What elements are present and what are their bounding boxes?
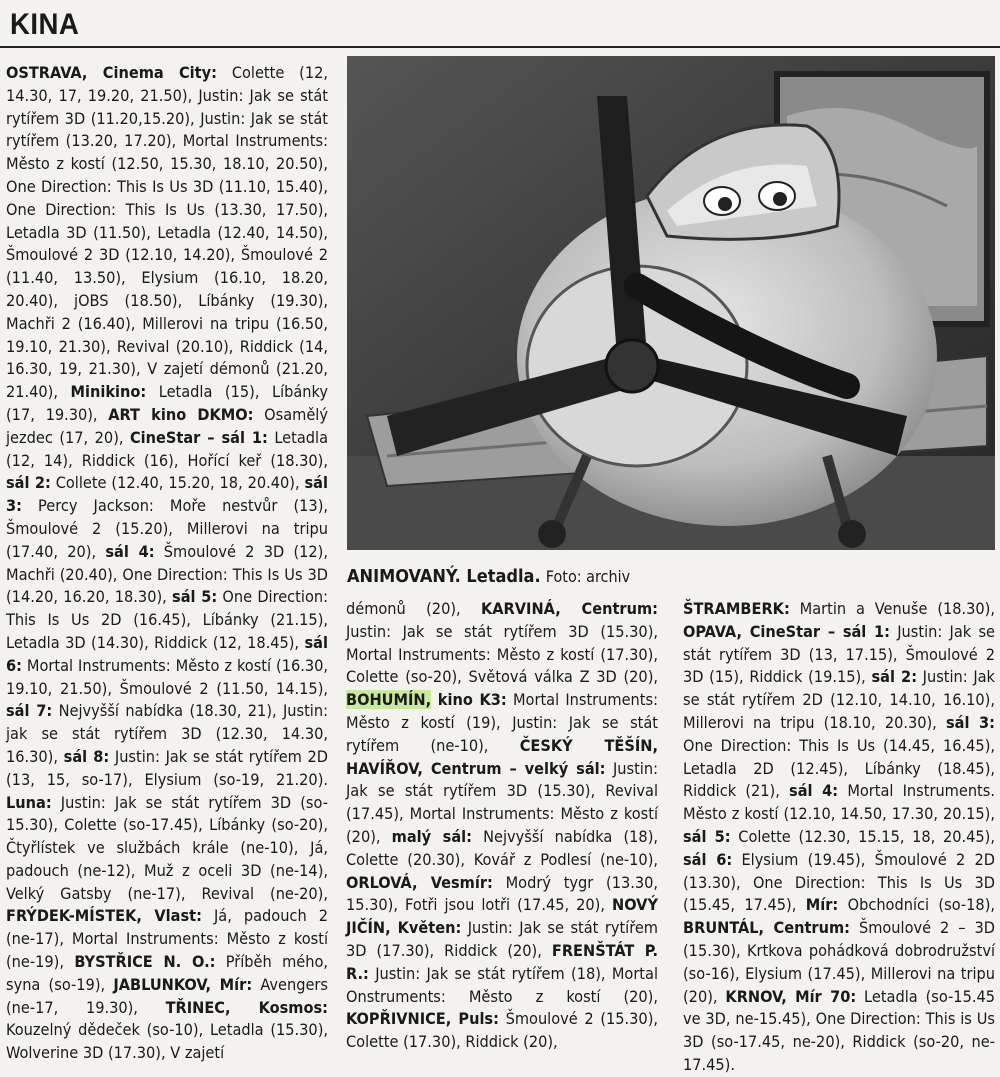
venue-name: OPAVA, CineStar – sál 1: [683,621,890,641]
showtimes-text: Letadla (15), Líbánky (17, 19.30), [6,382,328,424]
showtimes-text: Justin: Jak se stát rytířem (18), Mortal Onstruments: Město z kostí (20), [346,963,658,1006]
venue-name: OSTRAVA, Cinema City: [6,63,217,82]
venue-name: sál 6: [683,849,733,869]
venue-name: FRENŠTÁT P. R.: [346,940,659,983]
venue-name: sál 6: [6,632,328,675]
showtimes-text: Mortal Instruments: Město z kostí (16.30, 19.10, 21.50), Šmoulové 2 (11.50, 14.15), [6,655,328,698]
showtimes-text: Avengers (ne-17, 19.30), [6,974,328,1017]
venue-name: sál 4: [105,541,155,561]
venue-name: BYSTŘICE N. O.: [74,952,216,972]
venue-name: ČESKÝ TĚŠÍN, HAVÍŘOV, Centrum – velký sál: [346,735,658,778]
photo-planes-movie-still [347,56,995,550]
venue-name: Minikino: [70,382,147,402]
venue-name: FRÝDEK-MÍSTEK, Vlast: [6,906,202,926]
section-title: KINA [10,8,80,41]
venue-name: kino K3: [431,690,507,710]
showtimes-text: démonů (20), [346,599,481,618]
caption-credit: Foto: archiv [545,567,631,586]
showtimes-text: Nejvyšší nabídka (18), Colette (20.30), Kovář z Podlesí (ne-10), [346,826,658,869]
caption-title: ANIMOVANÝ. Letadla. [347,566,541,587]
venue-name: sál 2: [871,667,918,687]
showtimes-text: Percy Jackson: Moře nestvůr (13), Šmoulové 2 (15.20), Millerovi na tripu (17.40, 20), [6,496,328,561]
showtimes-text: Šmoulové 2 – 3D (15.30), Krtkova pohádková dobrodružství (so-16), Elysium (17.45), Millerovi na tripu (20), [683,918,995,1006]
venue-name: sál 3: [6,473,328,516]
showtimes-text: Mortal Instruments. Město z kostí (12.10, 14.50, 17.30, 20.15), [683,781,995,824]
venue-name: JABLUNKOV, Mír: [113,974,253,994]
showtimes-text: Elysium (19.45), Šmoulové 2 2D (13.30), One Direction: This Is Us 3D (15.45, 17.45), [683,849,995,915]
venue-name: BRUNTÁL, Centrum: [683,918,850,938]
showtimes-text: Justin: Jak se stát rytířem 3D (15.30), Revival (17.45), Mortal Instruments: Město z kostí (20), [346,758,658,846]
showtimes-text: Kouzelný dědeček (so-10), Letadla (15.30), Wolverine 3D (17.30), V zajetí [6,1020,328,1063]
showtimes-text: Letadla (so-15.45 ve 3D, ne-15.45), One Direction: This is Us 3D (so-17.45, ne-20), Riddick (so-20, ne-17.45). [683,986,995,1074]
showtimes-text: Mortal Instruments: Město z kostí (19), Justin: Jak se stát rytířem (ne-10), [346,690,658,755]
venue-name: KRNOV, Mír 70: [725,986,857,1006]
showtimes-text: Příběh mého, syna (so-19), [6,952,329,994]
showtimes-text: Osamělý jezdec (17, 20), [6,404,328,447]
venue-name: malý sál: [391,826,472,846]
showtimes-text: Justin: Jak se stát rytířem 3D (13, 17.15), Šmoulové 2 3D (15), Riddick (19.15), [683,621,996,687]
venue-name: BOHUMÍN, [346,690,432,710]
venue-name: KARVINÁ, Centrum: [480,599,658,618]
showtimes-text: One Direction: This Is Us 2D (16.45), Líbánky (21.15), Letadla 3D (14.30), Riddick (12, 18.45), [6,587,328,652]
showtimes-text: Justin: Jak se stát rytířem 2D (13, 15, so-17), Elysium (so-19, 21.20). [6,746,329,789]
venue-name: ORLOVÁ, Vesmír: [346,872,493,892]
showtimes-text: Justin: Jak se stát rytířem 3D (17.30), Riddick (20), [346,918,658,960]
showtimes-text: Justin: Jak se stát rytířem 3D (15.30), Mortal Instruments: Město z kostí (17.30), Colette (so-20), Světová válka Z 3D (20), [346,621,658,687]
venue-name: sál 4: [789,781,839,801]
venue-name: sál 7: [6,701,53,721]
venue-name: ART kino DKMO: [108,404,254,424]
showtimes-text: Šmoulové 2 3D (12), Machři (20.40), One Direction: This Is Us 3D (14.20, 16.20, 18.30), [6,541,328,607]
title-rule [0,46,1000,48]
showtimes-text: Nejvyšší nabídka (18.30, 21), Justin: jak se stát rytířem 3D (12.30, 14.30, 16.30), [6,701,328,766]
listings-column-3 [683,598,996,1074]
venue-name: sál 5: [683,826,731,846]
showtimes-text: Letadla (12, 14), Riddick (16), Hořící keř (18.30), [6,427,328,470]
airplane-illustration [347,56,995,550]
venue-name: sál 3: [945,712,995,732]
showtimes-text: Justin: Jak se stát rytířem 3D (so-15.30), Colette (so-17.45), Líbánky (so-20), Čtyřlístek ve službách krále (ne-10), Já, padouch (ne-12), Muž z oceli 3D (ne-14), Velký Gatsby (ne-17), Revival (ne-20), [6,792,328,903]
venue-name: sál 5: [172,587,218,607]
venue-name: sál 2: [6,473,51,493]
showtimes-text: Obchodníci (so-18), [838,895,995,915]
showtimes-text: Já, padouch 2 (ne-17), Mortal Instruments: Město z kostí (ne-19), [6,906,328,972]
venue-name: Luna: [6,792,52,812]
listings-column-1 [6,62,329,1063]
photo-caption [347,565,995,589]
venue-name: KOPŘIVNICE, Puls: [346,1009,499,1029]
venue-name: TŘINEC, Kosmos: [165,997,328,1017]
showtimes-text: Modrý tygr (13.30, 15.30), Fotři jsou lotři (17.45, 20), [346,872,658,915]
venue-name: ŠTRAMBERK: [683,599,790,618]
venue-name: sál 8: [63,746,110,766]
showtimes-text: Šmoulové 2 (15.30), Colette (17.30), Riddick (20), [346,1009,659,1052]
showtimes-text: Justin: Jak se stát rytířem 2D (12.10, 14.10, 16.10), Millerovi na tripu (18.10, 20.30), [683,667,995,732]
showtimes-text: One Direction: This Is Us (14.45, 16.45), Letadla 2D (12.45), Líbánky (18.45), Riddick (21), [683,735,995,801]
venue-name: Mír: [805,895,839,915]
showtimes-text: Colette (12, 14.30, 17, 19.20, 21.50), Justin: Jak se stát rytířem 3D (11.20,15.20), Justin: Jak se stát rytířem (13.20, 17.20), Mortal Instruments: Město z kostí (12.50, 15.30, 18.10, 20.50), One Direction: This Is Us 3D (11.10, 15.40), One Direction: This Is Us (13.30, 17.50), Letadla 3D (11.50), Letadla (12.40, 14.50), Šmoulové 2 3D (12.10, 14.20), Šmoulové 2 (11.40, 13.50), Elysium (16.10, 18.20, 20.40), jOBS (18.50), Líbánky (19.30), Machři 2 (16.40), Millerovi na tripu (16.50, 19.10, 21.30), Revival (20.10), Riddick (14, 16.30, 19, 21.30), V zajetí démonů (21.20, 21.40), [6,63,328,402]
listings-column-2 [346,598,658,1054]
showtimes-text: Martin a Venuše (18.30), [789,599,995,618]
venue-name: NOVÝ JIČÍN, Květen: [346,895,658,938]
showtimes-text: Colette (12.30, 15.15, 18, 20.45), [730,826,995,846]
venue-name: CineStar – sál 1: [129,427,268,447]
showtimes-text: Collete (12.40, 15.20, 18, 20.40), [50,473,305,493]
